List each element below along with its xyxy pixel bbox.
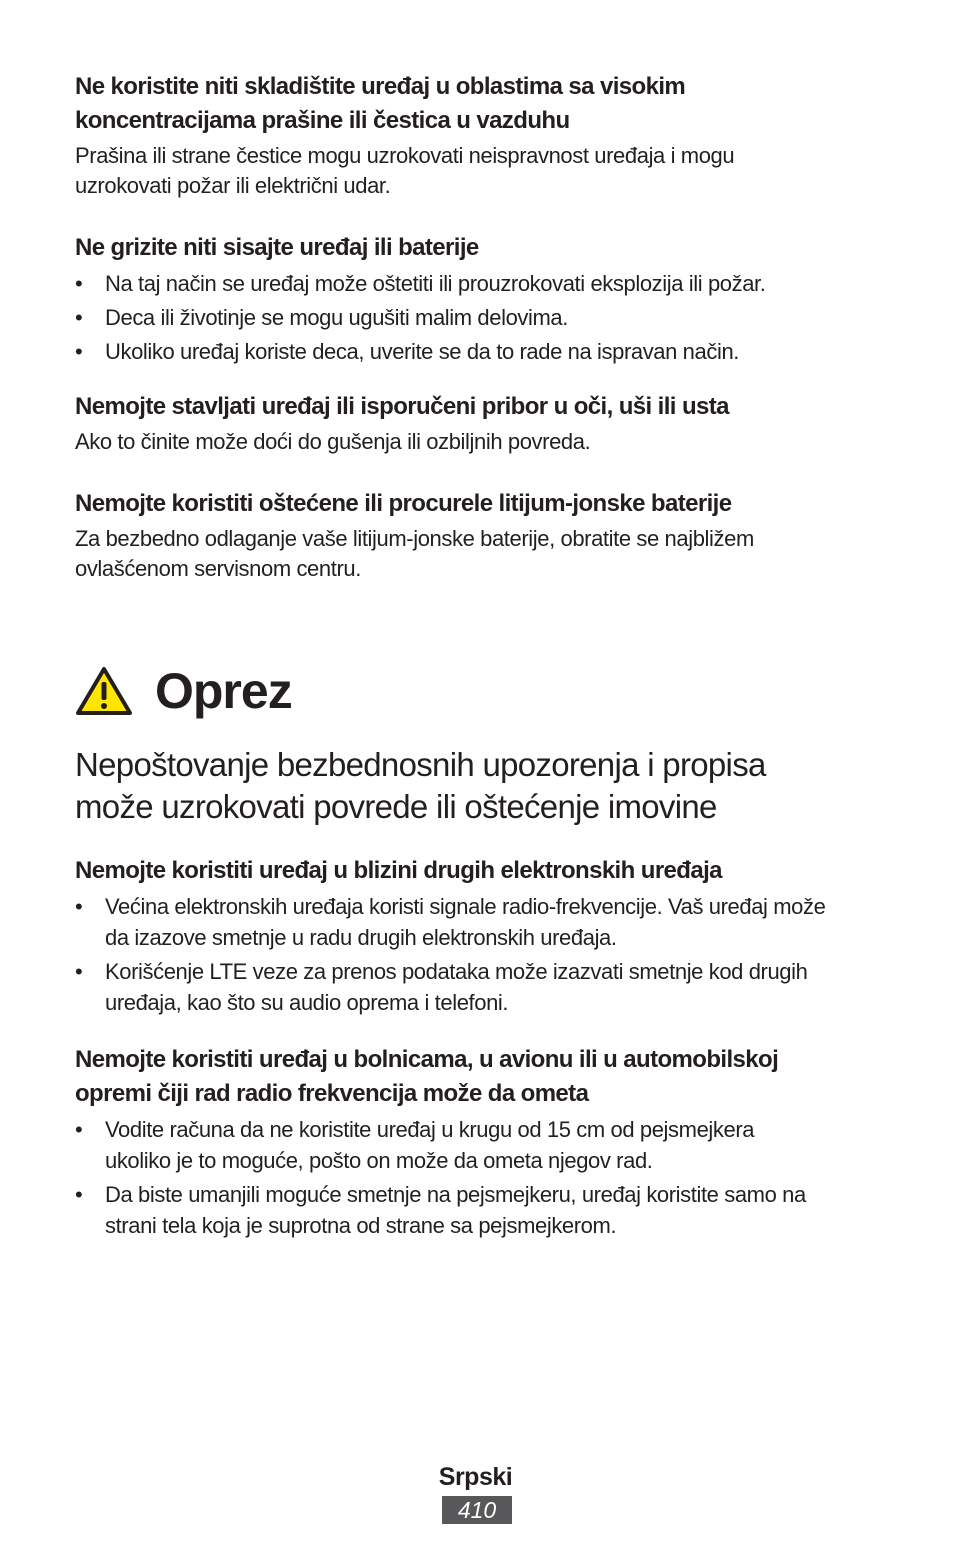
- list-item: • Korišćenje LTE veze za prenos podataka može izazvati smetnje kod drugih uređaja, kao što su audio oprema i telefoni.: [75, 956, 885, 1018]
- paragraph-line: ovlašćenom servisnom centru.: [75, 556, 361, 581]
- list-item: • Ukoliko uređaj koriste deca, uverite se da to rade na ispravan način.: [75, 336, 885, 367]
- bullet-icon: •: [75, 1117, 83, 1142]
- section-bite: [75, 231, 885, 367]
- list-item: • Da biste umanjili moguće smetnje na pejsmejkeru, uređaj koristite samo na strani tela koja je suprotna od strane sa pejsmejkerom.: [75, 1179, 885, 1241]
- caution-title: Oprez: [155, 663, 292, 719]
- bullet-list: [75, 891, 885, 1018]
- bullet-icon: •: [75, 1182, 83, 1207]
- bullet-icon: •: [75, 305, 83, 330]
- document-page: [75, 70, 885, 1244]
- section-eyes: [75, 390, 885, 457]
- bullet-list: [75, 1114, 885, 1241]
- list-item: • Deca ili životinje se mogu ugušiti malim delovima.: [75, 302, 885, 333]
- section-paragraph: [75, 141, 885, 201]
- heading-line: Nemojte koristiti oštećene ili procurele litijum-jonske baterije: [75, 490, 732, 517]
- footer-language: Srpski: [438, 1463, 513, 1491]
- list-item: • Većina elektronskih uređaja koristi signale radio-frekvencije. Vaš uređaj može da izazove smetnje u radu drugih elektronskih uređaja.: [75, 891, 885, 953]
- bullet-icon: •: [75, 959, 83, 984]
- caution-subtitle: [75, 744, 885, 828]
- page-number-badge: 410: [442, 1496, 512, 1524]
- list-item: • Na taj način se uređaj može oštetiti ili prouzrokovati eksplozija ili požar.: [75, 268, 885, 299]
- list-item: • Vodite računa da ne koristite uređaj u krugu od 15 cm od pejsmejkera ukoliko je to moguće, pošto on može da ometa njegov rad.: [75, 1114, 885, 1176]
- section-heading: [75, 854, 885, 888]
- section-hospitals: [75, 1043, 885, 1241]
- subtitle-line: može uzrokovati povrede ili oštećenje imovine: [75, 788, 717, 825]
- section-heading: [75, 390, 885, 424]
- heading-line: koncentracijama prašine ili čestica u vazduhu: [75, 107, 570, 134]
- section-battery: [75, 487, 885, 584]
- paragraph-line: Ako to činite može doći do gušenja ili ozbiljnih povreda.: [75, 429, 591, 454]
- paragraph-line: uzrokovati požar ili električni udar.: [75, 173, 391, 198]
- heading-line: Nemojte stavljati uređaj ili isporučeni pribor u oči, uši ili usta: [75, 393, 729, 420]
- section-heading: [75, 70, 885, 138]
- paragraph-line: Prašina ili strane čestice mogu uzrokovati neispravnost uređaja i mogu: [75, 143, 735, 168]
- heading-line: opremi čiji rad radio frekvencija može da ometa: [75, 1080, 589, 1107]
- section-electronics: [75, 854, 885, 1018]
- heading-line: Ne grizite niti sisajte uređaj ili baterije: [75, 234, 479, 261]
- section-dust: [75, 70, 885, 201]
- warning-triangle-icon: [75, 666, 133, 716]
- section-heading: [75, 1043, 885, 1111]
- page-footer: [0, 1460, 954, 1524]
- heading-line: Ne koristite niti skladištite uređaj u oblastima sa visokim: [75, 73, 686, 100]
- bullet-icon: •: [75, 271, 83, 296]
- section-paragraph: [75, 427, 885, 457]
- section-heading: [75, 487, 885, 521]
- section-paragraph: [75, 524, 885, 584]
- caution-header: [75, 656, 885, 726]
- subtitle-line: Nepoštovanje bezbednosnih upozorenja i propisa: [75, 746, 766, 783]
- bullet-icon: •: [75, 339, 83, 364]
- heading-line: Nemojte koristiti uređaj u blizini drugih elektronskih uređaja: [75, 857, 722, 884]
- section-heading: [75, 231, 885, 265]
- bullet-list: [75, 268, 885, 367]
- paragraph-line: Za bezbedno odlaganje vaše litijum-jonske baterije, obratite se najbližem: [75, 526, 754, 551]
- heading-line: Nemojte koristiti uređaj u bolnicama, u avionu ili u automobilskoj: [75, 1046, 779, 1073]
- bullet-icon: •: [75, 894, 83, 919]
